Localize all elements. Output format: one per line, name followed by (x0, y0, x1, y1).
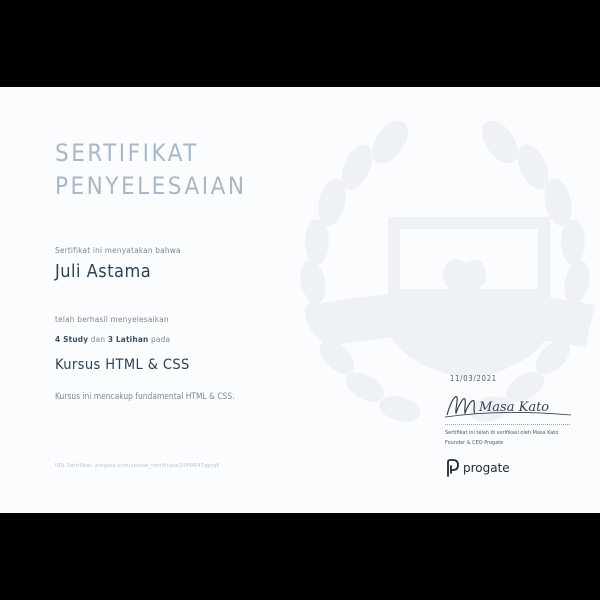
completed-text: telah berhasil menyelesaikan (55, 314, 169, 324)
study-summary (55, 334, 170, 344)
progate-brand (445, 457, 510, 479)
exercise-count: 3 Latihan (107, 334, 149, 344)
study-count: 4 Study (55, 334, 89, 344)
verification-line-2: Founder & CEO Progate (445, 439, 504, 446)
progate-logo-icon (445, 459, 459, 477)
on-text: pada (151, 334, 171, 344)
course-description: Kursus ini mencakup fundamental HTML & CSS. (55, 391, 235, 401)
verification-note (445, 429, 558, 448)
course-title: Kursus HTML & CSS (55, 357, 190, 373)
title-line-2: PENYELESAIAN (55, 172, 247, 200)
brand-name: progate (463, 461, 510, 475)
title-line-1: SERTIFIKAT (55, 139, 199, 167)
signature-line (445, 424, 570, 425)
certificate-date: 11/03/2021 (450, 374, 497, 383)
signature (443, 387, 573, 423)
certificate-title (55, 137, 247, 203)
and-text: dan (90, 334, 106, 344)
signature-text: Masa Kato (479, 400, 550, 415)
verification-line-1: Sertifikat ini telah di verifikasi oleh Masa Kato (445, 430, 559, 436)
certificate-url: URL Sertifikat: progate.com/course_certificate/20f4f647gprq6 (55, 463, 220, 469)
certificate (0, 87, 600, 513)
recipient-name: Juli Astama (55, 261, 152, 282)
intro-text: Sertifikat ini menyatakan bahwa (55, 245, 181, 255)
